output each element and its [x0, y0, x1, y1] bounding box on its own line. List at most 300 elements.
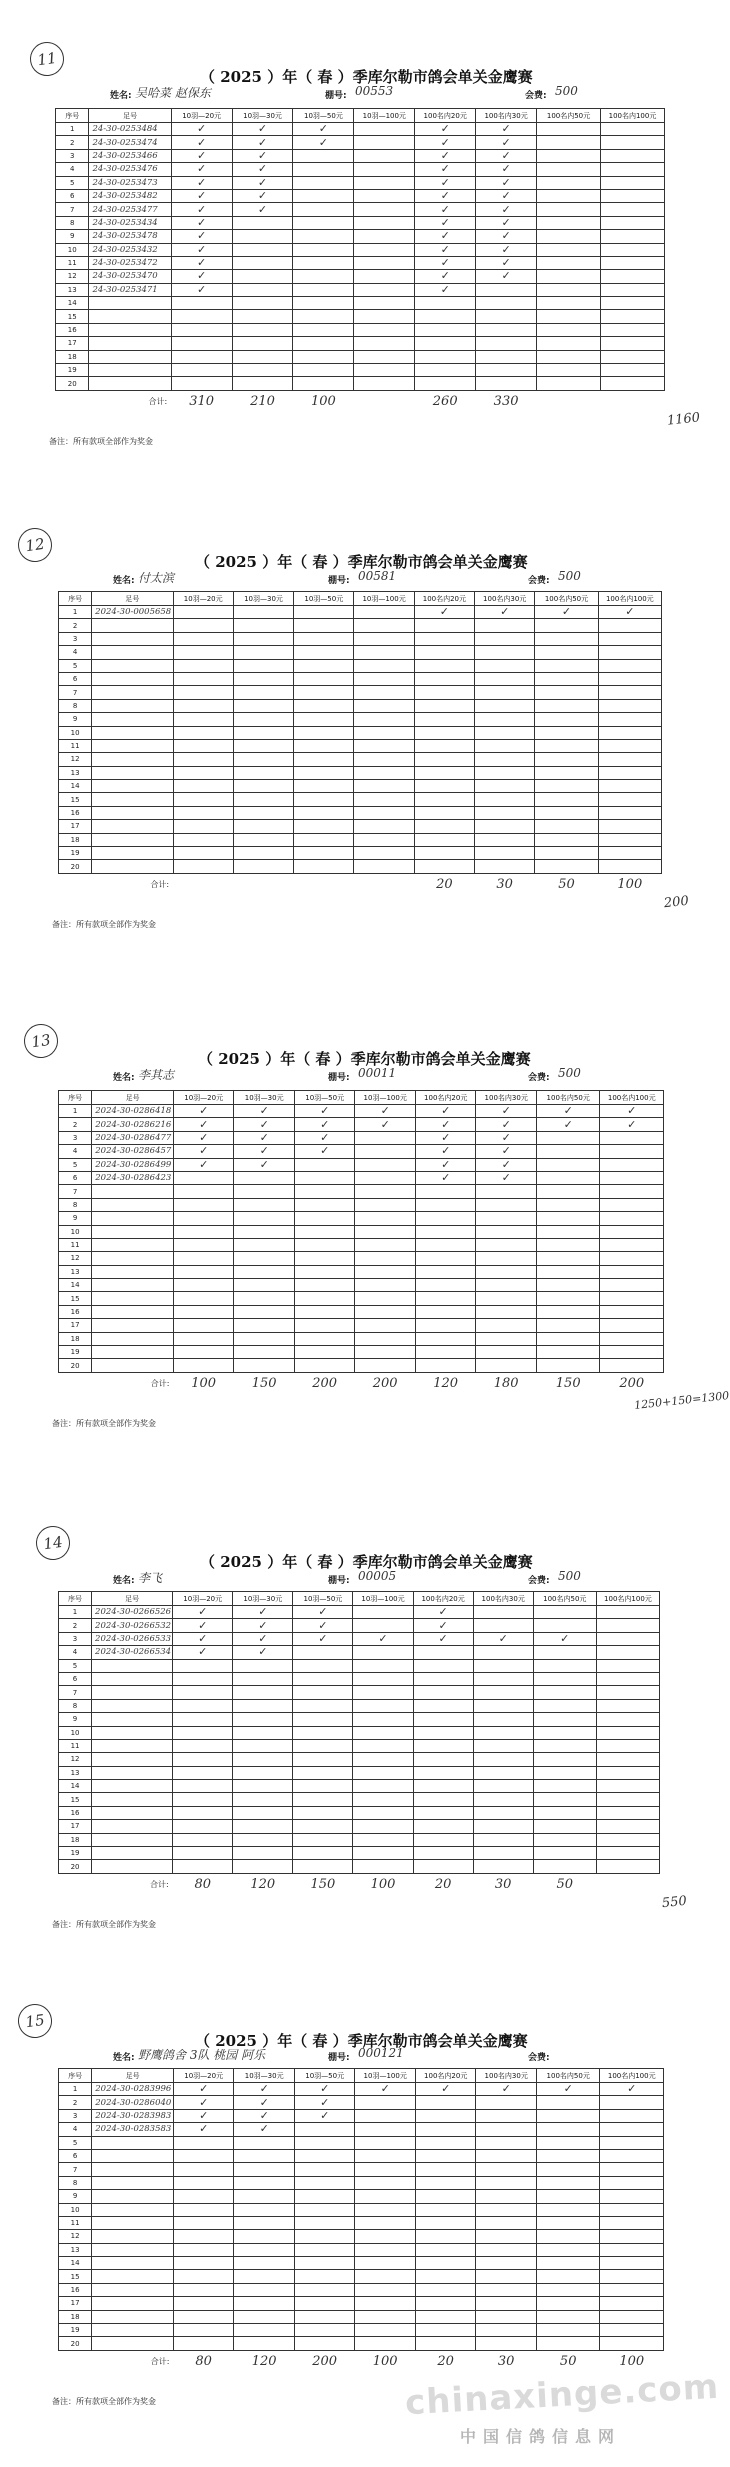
- check-cell: ✓: [415, 149, 476, 162]
- check-cell: [415, 2324, 476, 2337]
- table-row: [59, 2270, 664, 2283]
- check-cell: ✓: [234, 1145, 295, 1158]
- grand-total: 200: [663, 893, 690, 912]
- table-row: [59, 659, 662, 672]
- check-cell: [173, 632, 233, 645]
- check-cell: [233, 699, 293, 712]
- check-cell: [355, 2176, 416, 2189]
- check-cell: [535, 806, 598, 819]
- sheet-number-circle: 14: [34, 1524, 72, 1562]
- check-cell: [355, 2190, 416, 2203]
- check-cell: [354, 820, 414, 833]
- row-number: 18: [59, 1332, 92, 1345]
- check-cell: [476, 1198, 537, 1211]
- check-cell: [234, 2243, 295, 2256]
- check-cell: [600, 176, 664, 189]
- ring-number-cell: [92, 1212, 174, 1225]
- check-cell: [173, 1265, 234, 1278]
- check-cell: [415, 2216, 476, 2229]
- check-cell: [414, 672, 474, 685]
- ring-number-cell: [92, 793, 173, 806]
- check-cell: [475, 766, 535, 779]
- column-header: 100名内30元: [475, 592, 535, 606]
- row-number: 4: [59, 1145, 92, 1158]
- check-cell: [596, 1753, 659, 1766]
- table-row: [56, 323, 665, 336]
- table-row: [59, 1198, 664, 1211]
- check-cell: [537, 216, 601, 229]
- check-cell: [173, 1185, 234, 1198]
- check-cell: [537, 283, 601, 296]
- column-header: 100名内50元: [535, 592, 598, 606]
- check-cell: ✓: [476, 1131, 537, 1144]
- check-cell: [473, 1739, 533, 1752]
- check-cell: [600, 203, 664, 216]
- check-cell: [353, 1672, 413, 1685]
- check-cell: [293, 1726, 353, 1739]
- table-row: [56, 176, 665, 189]
- form-title: （ 2025 ）年（ 春 ）季库尔勒市鸽会单关金鹰赛: [200, 68, 533, 86]
- check-cell: [173, 1713, 233, 1726]
- check-cell: [473, 1672, 533, 1685]
- check-cell: [536, 1238, 600, 1251]
- check-cell: [476, 1359, 537, 1372]
- check-cell: [600, 323, 664, 336]
- ring-number-cell: [92, 2297, 174, 2310]
- total-label: 合计:: [148, 397, 168, 407]
- form-meta-row: [58, 1066, 664, 1086]
- row-number: 12: [59, 1252, 92, 1265]
- check-cell: [413, 1793, 473, 1806]
- check-cell: [476, 364, 537, 377]
- check-cell: [354, 766, 414, 779]
- check-cell: [173, 1793, 233, 1806]
- check-cell: [233, 1820, 293, 1833]
- check-cell: [294, 632, 354, 645]
- row-number: 9: [56, 230, 89, 243]
- check-cell: [234, 1265, 295, 1278]
- check-cell: [415, 1238, 476, 1251]
- check-cell: [413, 1739, 473, 1752]
- check-cell: [536, 1185, 600, 1198]
- cage-value: 00553: [355, 84, 394, 98]
- check-cell: [536, 1305, 600, 1318]
- check-cell: [234, 2257, 295, 2270]
- row-number: 6: [59, 672, 92, 685]
- ring-number-cell: [92, 713, 173, 726]
- check-cell: [600, 2190, 664, 2203]
- check-cell: [415, 1225, 476, 1238]
- check-cell: [234, 2136, 295, 2149]
- check-cell: [413, 1672, 473, 1685]
- check-cell: ✓: [173, 2123, 234, 2136]
- check-cell: [476, 1305, 537, 1318]
- check-cell: [533, 1672, 596, 1685]
- check-cell: [233, 672, 293, 685]
- check-cell: ✓: [294, 2083, 355, 2096]
- ring-number-cell: 24-30-0253484: [89, 123, 171, 136]
- column-header: 10羽—100元: [354, 109, 415, 123]
- column-total: 50: [559, 2354, 577, 2370]
- check-cell: ✓: [476, 1158, 537, 1171]
- check-cell: [600, 2109, 664, 2122]
- check-cell: ✓: [234, 2096, 295, 2109]
- column-header: 100名内30元: [473, 1592, 533, 1606]
- check-cell: [233, 739, 293, 752]
- ring-number-cell: [92, 1346, 174, 1359]
- row-number: 10: [59, 2203, 92, 2216]
- check-cell: [600, 337, 664, 350]
- cage-value: 00005: [358, 1569, 397, 1583]
- check-cell: [536, 2283, 600, 2296]
- check-cell: [232, 270, 293, 283]
- row-number: 8: [56, 216, 89, 229]
- total-label: 合计:: [150, 1379, 170, 1389]
- check-cell: [476, 2297, 537, 2310]
- check-cell: ✓: [415, 189, 476, 202]
- check-cell: [173, 739, 233, 752]
- check-cell: [533, 1713, 596, 1726]
- check-cell: [173, 606, 233, 619]
- check-cell: [413, 1659, 473, 1672]
- check-cell: [598, 646, 661, 659]
- check-cell: [536, 2149, 600, 2162]
- check-cell: [354, 350, 415, 363]
- row-number: 4: [59, 2123, 92, 2136]
- fee-label: 会费:: [528, 576, 550, 586]
- ring-number-cell: [92, 766, 173, 779]
- column-header: 足号: [92, 1592, 173, 1606]
- check-cell: [536, 2257, 600, 2270]
- check-cell: [596, 1847, 659, 1860]
- check-cell: [473, 1713, 533, 1726]
- check-cell: [536, 2337, 600, 2350]
- check-cell: [414, 659, 474, 672]
- column-header: 10羽—20元: [173, 1091, 234, 1105]
- table-row: [56, 189, 665, 202]
- check-cell: [355, 2149, 416, 2162]
- check-cell: [475, 847, 535, 860]
- row-number: 20: [56, 377, 89, 390]
- check-cell: [354, 176, 415, 189]
- check-cell: [354, 189, 415, 202]
- check-cell: [294, 1252, 355, 1265]
- fee-value: 500: [558, 1066, 581, 1080]
- name-value: 李飞: [138, 1571, 163, 1585]
- table-row: [59, 632, 662, 645]
- check-cell: ✓: [415, 203, 476, 216]
- table-row: [59, 1252, 664, 1265]
- column-total: 100: [370, 1877, 396, 1893]
- check-cell: [476, 1238, 537, 1251]
- check-cell: [354, 310, 415, 323]
- check-cell: [537, 243, 601, 256]
- check-cell: ✓: [293, 1632, 353, 1645]
- check-cell: [475, 739, 535, 752]
- check-cell: [233, 793, 293, 806]
- ring-number-cell: 2024-30-0005658: [92, 606, 173, 619]
- ring-number-cell: [92, 619, 173, 632]
- check-cell: [476, 1292, 537, 1305]
- check-cell: ✓: [476, 270, 537, 283]
- check-cell: [355, 2257, 416, 2270]
- check-cell: ✓: [173, 1619, 233, 1632]
- check-cell: [476, 2337, 537, 2350]
- table-row: [59, 2163, 664, 2176]
- check-cell: [354, 230, 415, 243]
- name-value: 李其志: [138, 1068, 175, 1082]
- check-cell: [293, 189, 354, 202]
- table-row: [59, 2083, 664, 2096]
- check-cell: [473, 1833, 533, 1846]
- row-number: 18: [59, 833, 92, 846]
- check-cell: [536, 1145, 600, 1158]
- check-cell: [354, 149, 415, 162]
- column-total: 150: [555, 1376, 581, 1392]
- check-cell: ✓: [600, 1105, 664, 1118]
- row-number: 6: [59, 1171, 92, 1184]
- check-cell: [475, 659, 535, 672]
- check-cell: [353, 1806, 413, 1819]
- check-cell: [293, 203, 354, 216]
- ring-number-cell: 2024-30-0283996: [92, 2083, 174, 2096]
- check-cell: [535, 632, 598, 645]
- check-cell: [475, 619, 535, 632]
- check-cell: [234, 2149, 295, 2162]
- column-total: 50: [556, 1877, 574, 1893]
- check-cell: [414, 820, 474, 833]
- column-total: 100: [617, 877, 643, 893]
- check-cell: [354, 659, 414, 672]
- check-cell: [233, 780, 293, 793]
- check-cell: [233, 1793, 293, 1806]
- check-cell: [355, 2163, 416, 2176]
- check-cell: [537, 337, 601, 350]
- check-cell: [234, 2270, 295, 2283]
- check-cell: ✓: [173, 1606, 233, 1619]
- check-cell: [475, 793, 535, 806]
- check-cell: [294, 780, 354, 793]
- check-cell: [293, 1806, 353, 1819]
- table-row: [59, 833, 662, 846]
- ring-number-cell: 2024-30-0286499: [92, 1158, 174, 1171]
- check-cell: [536, 1265, 600, 1278]
- check-cell: ✓: [171, 136, 232, 149]
- totals-row: [59, 873, 662, 895]
- ring-number-cell: [92, 1238, 174, 1251]
- column-header: 10羽—30元: [233, 1592, 293, 1606]
- check-cell: [294, 1171, 355, 1184]
- column-header: 100名内50元: [537, 109, 601, 123]
- column-total: [596, 1873, 659, 1895]
- check-cell: [354, 686, 414, 699]
- check-cell: [293, 377, 354, 390]
- check-cell: [476, 2163, 537, 2176]
- check-cell: [415, 2243, 476, 2256]
- check-cell: ✓: [232, 149, 293, 162]
- table-row: [59, 2149, 664, 2162]
- row-number: 5: [59, 1659, 92, 1672]
- check-cell: ✓: [475, 606, 535, 619]
- table-row: [59, 1265, 664, 1278]
- column-total: [233, 873, 293, 895]
- check-cell: ✓: [476, 1105, 537, 1118]
- totals-row: [59, 2350, 664, 2372]
- ring-number-cell: [92, 632, 173, 645]
- check-cell: [293, 176, 354, 189]
- check-cell: [294, 847, 354, 860]
- check-cell: [600, 1225, 664, 1238]
- remark-note: 备注：所有款项全部作为奖金: [52, 1419, 156, 1428]
- table-row: [56, 149, 665, 162]
- check-cell: ✓: [413, 1606, 473, 1619]
- check-cell: [294, 686, 354, 699]
- check-cell: [536, 1319, 600, 1332]
- check-cell: ✓: [173, 1646, 233, 1659]
- check-cell: [536, 1171, 600, 1184]
- check-cell: [232, 216, 293, 229]
- ring-number-cell: [92, 2257, 174, 2270]
- ring-number-cell: [92, 1672, 173, 1685]
- check-cell: [233, 766, 293, 779]
- check-cell: [353, 1646, 413, 1659]
- ring-number-cell: [92, 2324, 174, 2337]
- check-cell: [355, 1198, 416, 1211]
- check-cell: [415, 2230, 476, 2243]
- check-cell: [233, 1806, 293, 1819]
- check-cell: [354, 793, 414, 806]
- check-cell: [475, 860, 535, 873]
- check-cell: [413, 1766, 473, 1779]
- table-row: [59, 1753, 660, 1766]
- row-number: 13: [56, 283, 89, 296]
- ring-number-cell: 24-30-0253474: [89, 136, 171, 149]
- check-cell: [596, 1632, 659, 1645]
- column-header: 100名内100元: [600, 1091, 664, 1105]
- column-header: 10羽—30元: [233, 592, 293, 606]
- name-value: 吴哈菜 赵保东: [135, 86, 211, 100]
- check-cell: [600, 1198, 664, 1211]
- check-cell: [413, 1780, 473, 1793]
- check-cell: [600, 2136, 664, 2149]
- row-number: 16: [59, 1806, 92, 1819]
- table-row: [59, 1279, 664, 1292]
- check-cell: [355, 2109, 416, 2122]
- check-cell: [353, 1686, 413, 1699]
- check-cell: [475, 672, 535, 685]
- table-row: [59, 1659, 660, 1672]
- row-number: 20: [59, 1359, 92, 1372]
- totals-spacer: [59, 1372, 92, 1394]
- check-cell: [294, 2270, 355, 2283]
- check-cell: [596, 1713, 659, 1726]
- row-number: 2: [59, 1619, 92, 1632]
- ring-number-cell: 2024-30-0286423: [92, 1171, 174, 1184]
- check-cell: [353, 1820, 413, 1833]
- check-cell: [600, 1238, 664, 1251]
- check-cell: [413, 1833, 473, 1846]
- check-cell: [537, 163, 601, 176]
- check-cell: [415, 2297, 476, 2310]
- name-label: 姓名:: [113, 1073, 135, 1083]
- check-cell: [533, 1686, 596, 1699]
- check-cell: [596, 1806, 659, 1819]
- form-meta-row: [58, 569, 662, 589]
- check-cell: [173, 2297, 234, 2310]
- check-cell: [537, 350, 601, 363]
- watermark-domain: chinaxinge.com: [404, 2366, 721, 2424]
- check-cell: [173, 1359, 234, 1372]
- check-cell: [173, 860, 233, 873]
- check-cell: [233, 1672, 293, 1685]
- check-cell: [535, 739, 598, 752]
- check-cell: [294, 2297, 355, 2310]
- check-cell: [473, 1780, 533, 1793]
- check-cell: [600, 1131, 664, 1144]
- column-total: 200: [312, 2354, 338, 2370]
- check-cell: [415, 2310, 476, 2323]
- check-cell: [294, 2176, 355, 2189]
- check-cell: [600, 1305, 664, 1318]
- table-row: [56, 350, 665, 363]
- column-total: [294, 873, 354, 895]
- ring-number-cell: [92, 1793, 173, 1806]
- check-cell: [415, 377, 476, 390]
- check-cell: ✓: [173, 1118, 234, 1131]
- ring-number-cell: [92, 1726, 173, 1739]
- check-cell: [354, 619, 414, 632]
- check-cell: [475, 780, 535, 793]
- row-number: 12: [59, 1753, 92, 1766]
- column-header: 10羽—20元: [173, 592, 233, 606]
- check-cell: [596, 1739, 659, 1752]
- table-row: [59, 1105, 664, 1118]
- ring-number-cell: [89, 364, 171, 377]
- check-cell: [600, 2149, 664, 2162]
- row-number: 12: [56, 270, 89, 283]
- ring-number-cell: [92, 847, 173, 860]
- check-cell: ✓: [173, 2109, 234, 2122]
- table-row: [59, 2324, 664, 2337]
- ring-number-cell: [92, 2283, 174, 2296]
- check-cell: ✓: [476, 163, 537, 176]
- check-cell: [414, 860, 474, 873]
- check-cell: [415, 297, 476, 310]
- ring-number-cell: [89, 297, 171, 310]
- check-cell: [536, 2230, 600, 2243]
- row-number: 17: [59, 820, 92, 833]
- check-cell: [173, 1332, 234, 1345]
- check-cell: [415, 1332, 476, 1345]
- check-cell: [354, 726, 414, 739]
- ring-number-cell: [92, 1292, 174, 1305]
- check-cell: ✓: [294, 1145, 355, 1158]
- table-row: [59, 672, 662, 685]
- check-cell: ✓: [173, 1145, 234, 1158]
- check-cell: [293, 230, 354, 243]
- check-cell: [355, 1292, 416, 1305]
- check-cell: [294, 2243, 355, 2256]
- check-cell: [234, 1359, 295, 1372]
- table-row: [59, 2096, 664, 2109]
- check-cell: [354, 243, 415, 256]
- remark-note: 备注：所有款项全部作为奖金: [52, 2397, 156, 2406]
- check-cell: [600, 1212, 664, 1225]
- check-cell: [234, 2176, 295, 2189]
- check-cell: [173, 833, 233, 846]
- check-cell: ✓: [415, 1171, 476, 1184]
- ring-number-cell: [92, 659, 173, 672]
